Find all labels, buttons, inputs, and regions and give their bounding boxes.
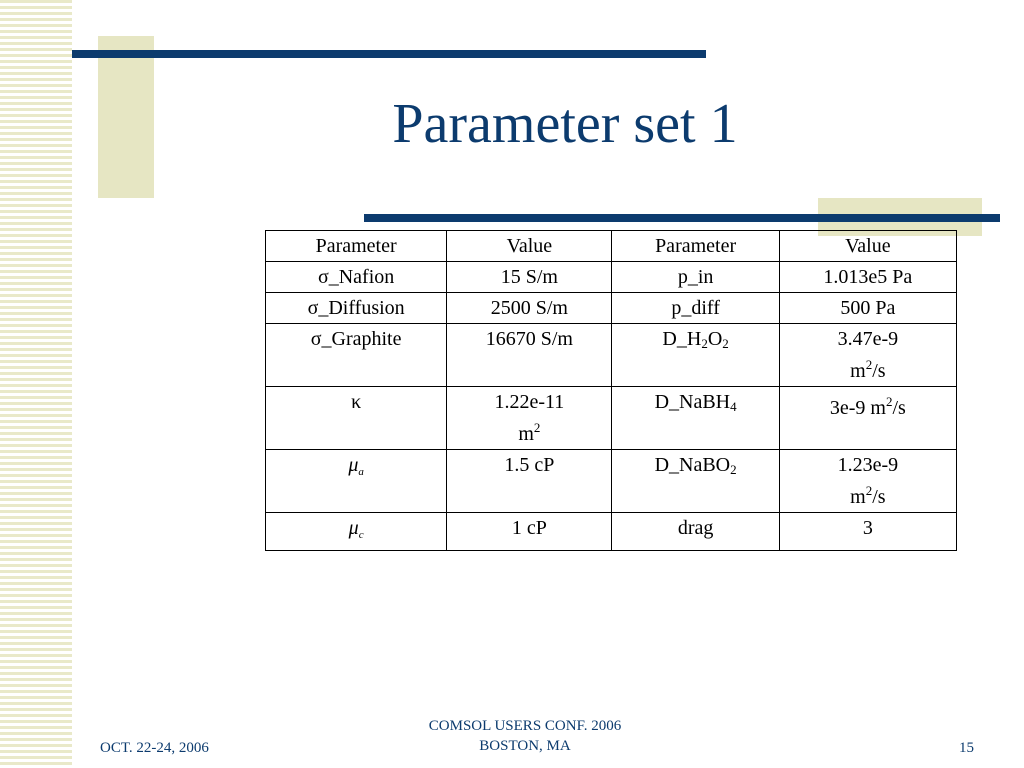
table-row (266, 513, 957, 551)
table-cell: 1.013e5 Pa (779, 262, 956, 293)
subscript: 2 (722, 336, 729, 351)
cell-text: D_NaBO (654, 454, 731, 476)
table-cell: σ_Nafion (266, 262, 447, 293)
table-cell: 15 S/m (447, 262, 612, 293)
table-cell (612, 387, 779, 450)
parameter-table (265, 230, 957, 551)
table-cell: κ (266, 387, 447, 450)
cell-text: /s (892, 397, 906, 419)
table-cell (779, 324, 956, 387)
table-row (266, 262, 957, 293)
cell-text: D_H (662, 328, 702, 350)
mu-symbol: μ (348, 517, 359, 539)
footer-conference-name: COMSOL USERS CONF. 2006 (428, 718, 622, 734)
table-cell (612, 450, 779, 513)
table-cell: σ_Diffusion (266, 293, 447, 324)
table-cell: 2500 S/m (447, 293, 612, 324)
header-cell: Parameter (612, 231, 779, 262)
superscript: 2 (885, 394, 893, 409)
table-cell (266, 450, 447, 513)
header-cell: Parameter (266, 231, 447, 262)
table-cell (779, 387, 956, 450)
cell-text: 3e-9 m (829, 397, 886, 419)
table-cell: p_diff (612, 293, 779, 324)
table-cell: 500 Pa (779, 293, 956, 324)
cell-text: /s (872, 360, 886, 382)
table-cell (779, 450, 956, 513)
table-cell (447, 387, 612, 450)
table-cell: 1 cP (447, 513, 612, 551)
table-cell: drag (612, 513, 779, 551)
footer-location: BOSTON, MA (479, 738, 571, 754)
cell-text: m (850, 360, 866, 382)
table-cell: 3 (779, 513, 956, 551)
subscript: 2 (701, 336, 708, 351)
table-row (266, 324, 957, 387)
cell-text: 1.22e-11 (494, 391, 565, 413)
cell-text: 3.47e-9 (837, 328, 899, 350)
subscript: 2 (730, 462, 737, 477)
table-cell: 16670 S/m (447, 324, 612, 387)
superscript: 2 (865, 483, 873, 498)
page-number: 15 (959, 740, 974, 756)
cell-text: O (707, 328, 723, 350)
superscript: 2 (533, 420, 541, 435)
table-cell: p_in (612, 262, 779, 293)
decorative-block-left (98, 36, 154, 198)
table-row (266, 450, 957, 513)
mu-symbol: μ (348, 454, 359, 476)
superscript: 2 (865, 357, 873, 372)
bottom-rule (364, 214, 1000, 222)
subscript: 4 (730, 399, 737, 414)
cell-text: m (850, 486, 866, 508)
table-cell (266, 513, 447, 551)
subscript: a (358, 466, 364, 478)
table-cell: 1.5 cP (447, 450, 612, 513)
header-cell: Value (779, 231, 956, 262)
decorative-stripes (0, 0, 72, 768)
cell-text: D_NaBH (654, 391, 731, 413)
footer-conference (395, 716, 655, 756)
table-cell (612, 324, 779, 387)
top-rule (72, 50, 706, 58)
header-cell: Value (447, 231, 612, 262)
table-row (266, 387, 957, 450)
table-cell: σ_Graphite (266, 324, 447, 387)
cell-text: /s (872, 486, 886, 508)
table-header-row (266, 231, 957, 262)
slide-title: Parameter set 1 (392, 93, 738, 155)
cell-text: m (518, 423, 534, 445)
table-row (266, 293, 957, 324)
subscript: c (358, 529, 364, 541)
footer-date: OCT. 22-24, 2006 (100, 740, 209, 756)
cell-text: 1.23e-9 (837, 454, 899, 476)
